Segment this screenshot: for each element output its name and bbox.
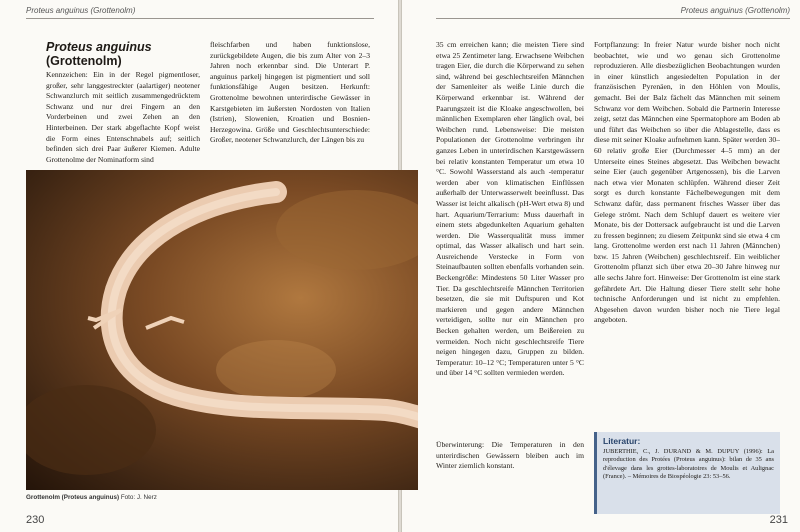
literature-heading: Literatur: (603, 436, 641, 446)
literature-reference: JUBERTHIE, C., J. DURAND & M. DUPUY (1996): La reproduction des Protées (Proteus anguinus): bilan de 35 ans d'élevage dans les grottes-laboratoires de Moulis et Aulignac (France). – Mémoires de Biospéologie 23: 53–56. (603, 448, 774, 481)
left-column-2 (210, 40, 370, 146)
species-title (46, 40, 200, 68)
text-lebensweise: 35 cm erreichen kann; die meisten Tiere sind etwa 25 Zentimeter lang. Erwachsene Weibchen tragen Eier, die durch die Körperwand zu sehen sind, während bei geschlechtsreifen Männchen der Samenleiter als weiße Linie durch die Körperwand erkennbar ist. Während der Paarungszeit ist die Kloake angeschwollen, bei männlichen Exemplaren eher länglich oval, bei Weibchen rund. Lebensweise: Die meisten Populationen der Grottenolme verbringen ihr ganzes Leben in unterirdischen Karstgewässern bei relativ konstanten Temperatur um etwa 10 °C. Sowohl Wasserstand als auch -temperatur werden aber von klimatischen Einflüssen außerhalb der Unterwasserwelt beeinflusst. Das Wasser ist leicht alkalisch (pH-Wert etwa 8) und hart. Aquarium/Terrarium: Muss dauerhaft in einem stets abgedunkelten Aquarium gehalten werden. Die Wasserqualität muss immer optimal, das Wasser alkalisch und hart sein. Ausreichende Verstecke in Form von Steinaufbauten sollten ebenfalls vorhanden sein. Beckengröße: Mindestens 50 Liter Wasser pro Tier. Da geschlechtsreife Männchen Territorien besetzen, die sie mit Duftspuren und Kot markieren und gegen andere Männchen verteidigen, sollte nur ein Männchen pro Becken gehalten werden, um Beißereien zu vermeiden. Noch nicht geschlechtsreife Tiere neigen hingegen dazu, Gruppen zu bilden. Temperatur: 10–12 °C; Temperaturen unter 5 °C und über 14 °C sollten vermieden werden. (436, 40, 584, 378)
page-number-right: 231 (769, 514, 788, 526)
page-number-left: 230 (26, 514, 45, 526)
photo-caption (26, 494, 157, 501)
caption-credit: Foto: J. Nerz (120, 494, 157, 501)
caption-species: Grottenolm (Proteus anguinus) (26, 494, 120, 501)
olm-photo (26, 170, 418, 490)
right-page (402, 0, 800, 532)
text-ueberwinterung: Überwinterung: Die Temperaturen in den unterirdischen Gewässern bleiben auch im Winter ziemlich konstant. (436, 440, 584, 471)
text-kennzeichen: Kennzeichen: Ein in der Regel pigmentloser, großer, sehr langgestreckter (aalartiger) neotener Schwanzlurch mit seitlich zusammengedrücktem Schwanz und nur drei Fingern an den Vorderbeinen und zwei Zehen an den Hinterbeinen. Der stark abgeflachte Kopf weist die Form eines Entenschnabels auf; seitlich befinden sich drei Paar äußerer Kiemen. Adulte Grottenolme der Nominatform sind (46, 70, 200, 164)
running-head-left: Proteus anguinus (Grottenolm) (26, 6, 136, 15)
right-column-1-bottom (436, 440, 584, 472)
header-rule-right (436, 18, 790, 19)
text-fortpflanzung: Fortpflanzung: In freier Natur wurde bisher noch nicht beobachtet, wie und wo genau sich Grottenolme reproduzieren. Alle diesbezüglichen Beobachtungen wurden in einer künstlich angesiedelten Population in der französischen Pyrenäen, in den Höhlen von Moulis, gemacht. Bei der Balz fächelt das Männchen mit seinem Schwanz vor dem Weibchen. Sobald die Partnerin Interesse zeigt, setzt das Männchen eine Spermatophore am Boden ab und führt das Weibchen so über die Ablagestelle, dass es diese mit seiner Kloake aufnehmen kann. Später werden 30–60 relativ große Eier (Durchmesser 4–5 mm) an der Unterseite eines Steines abgesetzt. Das Weibchen bewacht seine Eier (auch gegenüber Artgenossen), bis die Larven nach etwa vier Monaten schlüpfen. Während dieser Zeit sorgt es durch konstante Fächelbewegungen mit dem Schwanz dafür, dass permanent frisches Wasser über das Gelege strömt. Nach dem Schlupf dauert es weitere vier Monate, bis der Dottersack aufgebraucht ist und die Larven zu fressen beginnen; zu diesem Zeitpunkt sind sie etwa 4 cm lang. Grottenolme werden erst nach 11 Jahren (Männchen) bzw. 15 Jahren (Weibchen) geschlechtsreif. Ein weiblicher Grottenolm pflanzt sich über etwa 20–30 Jahre hinweg nur alle sechs Jahre fort. Hinweise: Der Grottenolm ist eine stark gefährdete Art. Die Haltung dieser Tiere stellt sehr hohe technische Anforderungen und ist nicht zu empfehlen. Abgesehen davon wurden bisher noch nie Tiere legal angeboten. (594, 40, 780, 325)
header-rule (26, 18, 374, 19)
left-column-1 (46, 40, 200, 165)
olm-illustration (26, 170, 418, 490)
title-common: (Grottenolm) (46, 54, 122, 68)
right-column-2 (594, 40, 780, 426)
running-head-right: Proteus anguinus (Grottenolm) (680, 6, 790, 15)
right-column-1 (436, 40, 584, 412)
literature-box (594, 432, 780, 514)
title-latin: Proteus anguinus (46, 40, 152, 54)
text-herkunft: fleischfarben und haben funktionslose, zurückgebildete Augen, die bis zum Alter von 2–3 Jahren noch erkennbar sind. Die Unterart P. anguinus parkelj hingegen ist pigmentiert und soll funktionsfähige Augen besitzen. Herkunft: Grottenolme bewohnen unterirdische Gewässer in Karstgebieten im äußersten Nordosten von Italien (Istrien), Slowenien, Kroatien und Bosnien-Herzegowina. Größe und Geschlechtsunterschiede: Großer, neotener Schwanzlurch, der Längen bis zu (210, 40, 370, 145)
